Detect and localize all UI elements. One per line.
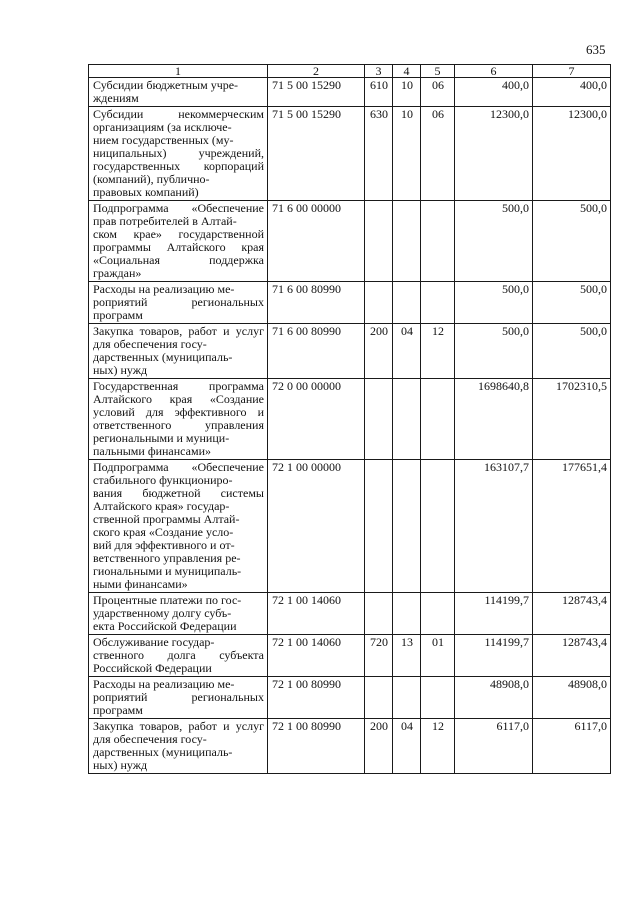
row-value6-cell: 114199,7 — [455, 593, 533, 635]
row-value6-cell: 114199,7 — [455, 635, 533, 677]
budget-table — [88, 64, 611, 774]
row-name-cell: Подпрограмма «Обеспечение прав потребителей в Алтай- ском крае» государственной программы Алтайского края «Социальная поддержка граждан» — [89, 201, 268, 282]
row-name-cell: Расходы на реализацию ме- роприятий региональных программ — [89, 282, 268, 324]
row-col5-cell: 12 — [421, 324, 455, 379]
header-cell-6: 6 — [455, 65, 533, 78]
row-value7-cell: 48908,0 — [533, 677, 611, 719]
row-value6-cell: 6117,0 — [455, 719, 533, 774]
table-row — [89, 324, 611, 379]
header-cell-3: 3 — [365, 65, 393, 78]
row-code-cell: 72 1 00 00000 — [268, 460, 365, 593]
row-col5-cell: 06 — [421, 107, 455, 201]
row-name-cell: Обслуживание государ- ственного долга субъекта Российской Федерации — [89, 635, 268, 677]
row-col4-cell — [393, 593, 421, 635]
table-row — [89, 78, 611, 107]
row-name-cell: Подпрограмма «Обеспечение стабильного функциониро- вания бюджетной системы Алтайского края» государ- ственной программы Алтай- ского края «Создание усло- вий для эффективного и от- ветственного управления ре- гиональными и муниципаль- ными финансами» — [89, 460, 268, 593]
row-col3-cell: 200 — [365, 719, 393, 774]
header-cell-4: 4 — [393, 65, 421, 78]
row-code-cell: 71 5 00 15290 — [268, 107, 365, 201]
row-value7-cell: 12300,0 — [533, 107, 611, 201]
table-row — [89, 460, 611, 593]
table-row — [89, 107, 611, 201]
row-col4-cell: 04 — [393, 324, 421, 379]
header-cell-2: 2 — [268, 65, 365, 78]
row-col3-cell — [365, 460, 393, 593]
row-value7-cell: 128743,4 — [533, 635, 611, 677]
row-col3-cell — [365, 201, 393, 282]
row-value6-cell: 163107,7 — [455, 460, 533, 593]
table-row — [89, 719, 611, 774]
table-row — [89, 593, 611, 635]
row-value6-cell: 500,0 — [455, 324, 533, 379]
row-value7-cell: 6117,0 — [533, 719, 611, 774]
row-col5-cell — [421, 201, 455, 282]
row-col4-cell — [393, 460, 421, 593]
row-name-cell: Закупка товаров, работ и услуг для обеспечения госу- дарственных (муниципаль- ных) нужд — [89, 719, 268, 774]
row-value6-cell: 400,0 — [455, 78, 533, 107]
row-col5-cell: 06 — [421, 78, 455, 107]
row-name-cell: Расходы на реализацию ме- роприятий региональных программ — [89, 677, 268, 719]
row-col3-cell — [365, 379, 393, 460]
row-value6-cell: 48908,0 — [455, 677, 533, 719]
row-col4-cell: 13 — [393, 635, 421, 677]
row-col3-cell: 610 — [365, 78, 393, 107]
row-col4-cell — [393, 379, 421, 460]
row-code-cell: 71 6 00 00000 — [268, 201, 365, 282]
row-name-cell: Закупка товаров, работ и услуг для обеспечения госу- дарственных (муниципаль- ных) нужд — [89, 324, 268, 379]
row-col5-cell — [421, 282, 455, 324]
row-col3-cell: 200 — [365, 324, 393, 379]
row-col5-cell: 01 — [421, 635, 455, 677]
row-value6-cell: 12300,0 — [455, 107, 533, 201]
row-col4-cell — [393, 677, 421, 719]
table-row — [89, 379, 611, 460]
row-value7-cell: 1702310,5 — [533, 379, 611, 460]
row-name-cell: Субсидии некоммерческим организациям (за исключе- нием государственных (му- ниципальных) учреждений, государственных корпораций (компаний), публично- правовых компаний) — [89, 107, 268, 201]
row-col5-cell: 12 — [421, 719, 455, 774]
table-row — [89, 282, 611, 324]
header-cell-5: 5 — [421, 65, 455, 78]
row-value6-cell: 500,0 — [455, 201, 533, 282]
row-value7-cell: 500,0 — [533, 324, 611, 379]
row-col3-cell — [365, 677, 393, 719]
row-col4-cell — [393, 282, 421, 324]
table-row — [89, 677, 611, 719]
page-number: 635 — [586, 42, 606, 57]
row-code-cell: 71 6 00 80990 — [268, 282, 365, 324]
row-code-cell: 72 1 00 80990 — [268, 719, 365, 774]
row-code-cell: 71 5 00 15290 — [268, 78, 365, 107]
table-header-row — [89, 65, 611, 78]
row-col3-cell: 630 — [365, 107, 393, 201]
row-code-cell: 72 1 00 14060 — [268, 635, 365, 677]
row-value7-cell: 500,0 — [533, 282, 611, 324]
table-row — [89, 635, 611, 677]
row-name-cell: Субсидии бюджетным учре- ждениям — [89, 78, 268, 107]
row-value7-cell: 177651,4 — [533, 460, 611, 593]
row-code-cell: 72 1 00 14060 — [268, 593, 365, 635]
table-row — [89, 201, 611, 282]
row-col4-cell — [393, 201, 421, 282]
row-col5-cell — [421, 593, 455, 635]
table-body — [89, 65, 611, 774]
row-col4-cell: 10 — [393, 107, 421, 201]
row-code-cell: 71 6 00 80990 — [268, 324, 365, 379]
row-value7-cell: 400,0 — [533, 78, 611, 107]
row-value7-cell: 500,0 — [533, 201, 611, 282]
header-cell-1: 1 — [89, 65, 268, 78]
row-col5-cell — [421, 677, 455, 719]
row-code-cell: 72 1 00 80990 — [268, 677, 365, 719]
row-col3-cell — [365, 593, 393, 635]
row-col3-cell — [365, 282, 393, 324]
row-name-cell: Процентные платежи по гос- ударственному долгу субъ- екта Российской Федерации — [89, 593, 268, 635]
row-value6-cell: 500,0 — [455, 282, 533, 324]
header-cell-7: 7 — [533, 65, 611, 78]
row-col4-cell: 10 — [393, 78, 421, 107]
row-value6-cell: 1698640,8 — [455, 379, 533, 460]
row-value7-cell: 128743,4 — [533, 593, 611, 635]
row-col4-cell: 04 — [393, 719, 421, 774]
row-col5-cell — [421, 460, 455, 593]
row-code-cell: 72 0 00 00000 — [268, 379, 365, 460]
row-name-cell: Государственная программа Алтайского края «Создание условий для эффективного и ответственного управления региональными и муници- пальными финансами» — [89, 379, 268, 460]
row-col5-cell — [421, 379, 455, 460]
row-col3-cell: 720 — [365, 635, 393, 677]
